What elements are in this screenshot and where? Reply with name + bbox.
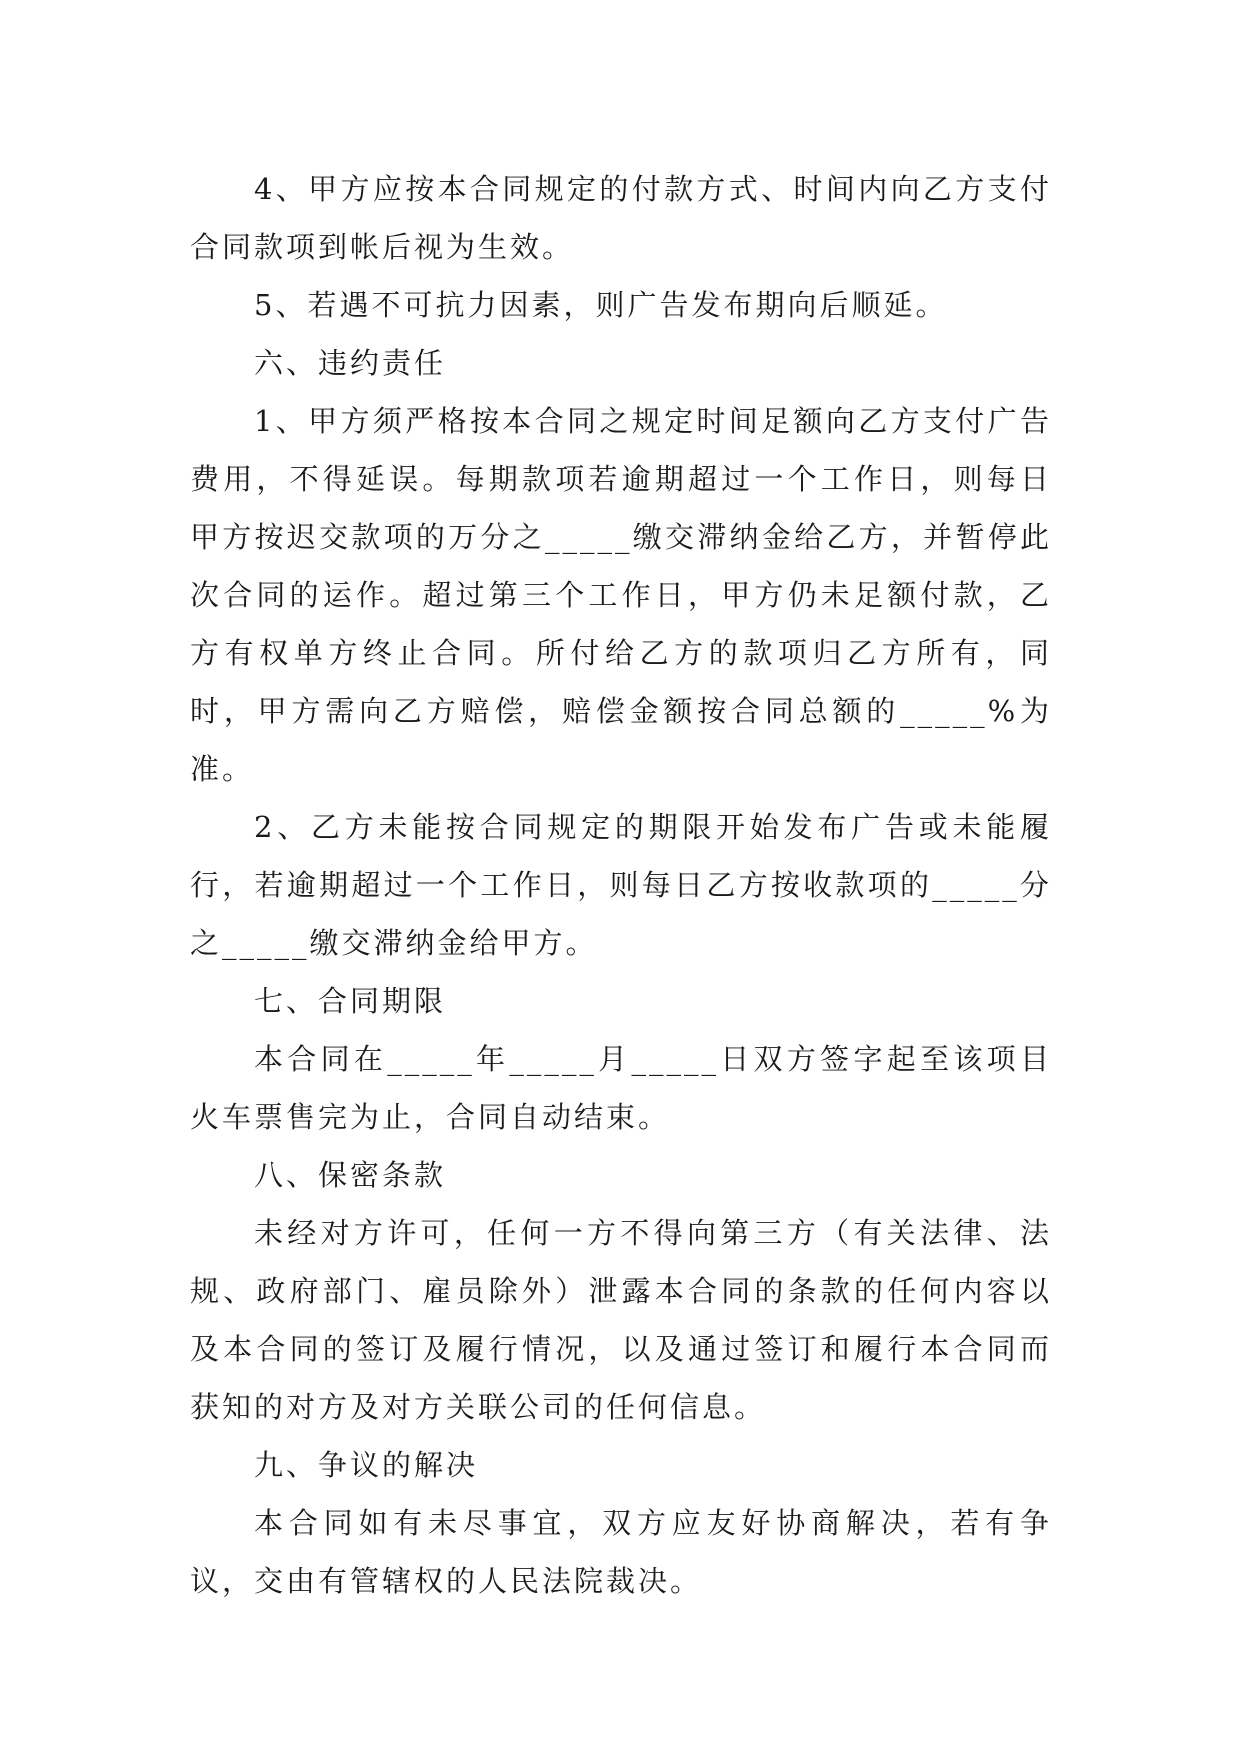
contract-body [190, 160, 1052, 1610]
clause-5-force-majeure: 5、若遇不可抗力因素，则广告发布期向后顺延。 [254, 288, 948, 322]
clause-4-payment-effective: 4、甲方应按本合同规定的付款方式、时间内向乙方支付合同款项到帐后视为生效。 [190, 172, 1052, 264]
section-heading-contract-term: 七、合同期限 [254, 984, 447, 1018]
clause-1-party-a-late-payment: 1、甲方须严格按本合同之规定时间足额向乙方支付广告费用，不得延误。每期款项若逾期超过一个工作日，则每日甲方按迟交款项的万分之_____缴交滞纳金给乙方，并暂停此次合同的运作。超过第三个工作日，甲方仍未足额付款，乙方有权单方终止合同。所付给乙方的款项归乙方所有，同时，甲方需向乙方赔偿，赔偿金额按合同总额的_____%为准。 [190, 404, 1052, 786]
confidentiality-paragraph: 未经对方许可，任何一方不得向第三方（有关法律、法规、政府部门、雇员除外）泄露本合同的条款的任何内容以及本合同的签订及履行情况，以及通过签订和履行本合同而获知的对方及对方关联公司的任何信息。 [190, 1216, 1052, 1424]
section-heading-breach-liability: 六、违约责任 [254, 346, 447, 380]
section-heading-dispute-resolution: 九、争议的解决 [254, 1448, 479, 1482]
dispute-resolution-paragraph: 本合同如有未尽事宜，双方应友好协商解决，若有争议，交由有管辖权的人民法院裁决。 [190, 1506, 1052, 1598]
section-heading-confidentiality: 八、保密条款 [254, 1158, 447, 1192]
contract-term-paragraph: 本合同在_____年_____月_____日双方签字起至该项目火车票售完为止，合同自动结束。 [190, 1042, 1052, 1134]
clause-2-party-b-late-publish: 2、乙方未能按合同规定的期限开始发布广告或未能履行，若逾期超过一个工作日，则每日乙方按收款项的_____分之_____缴交滞纳金给甲方。 [190, 810, 1052, 960]
